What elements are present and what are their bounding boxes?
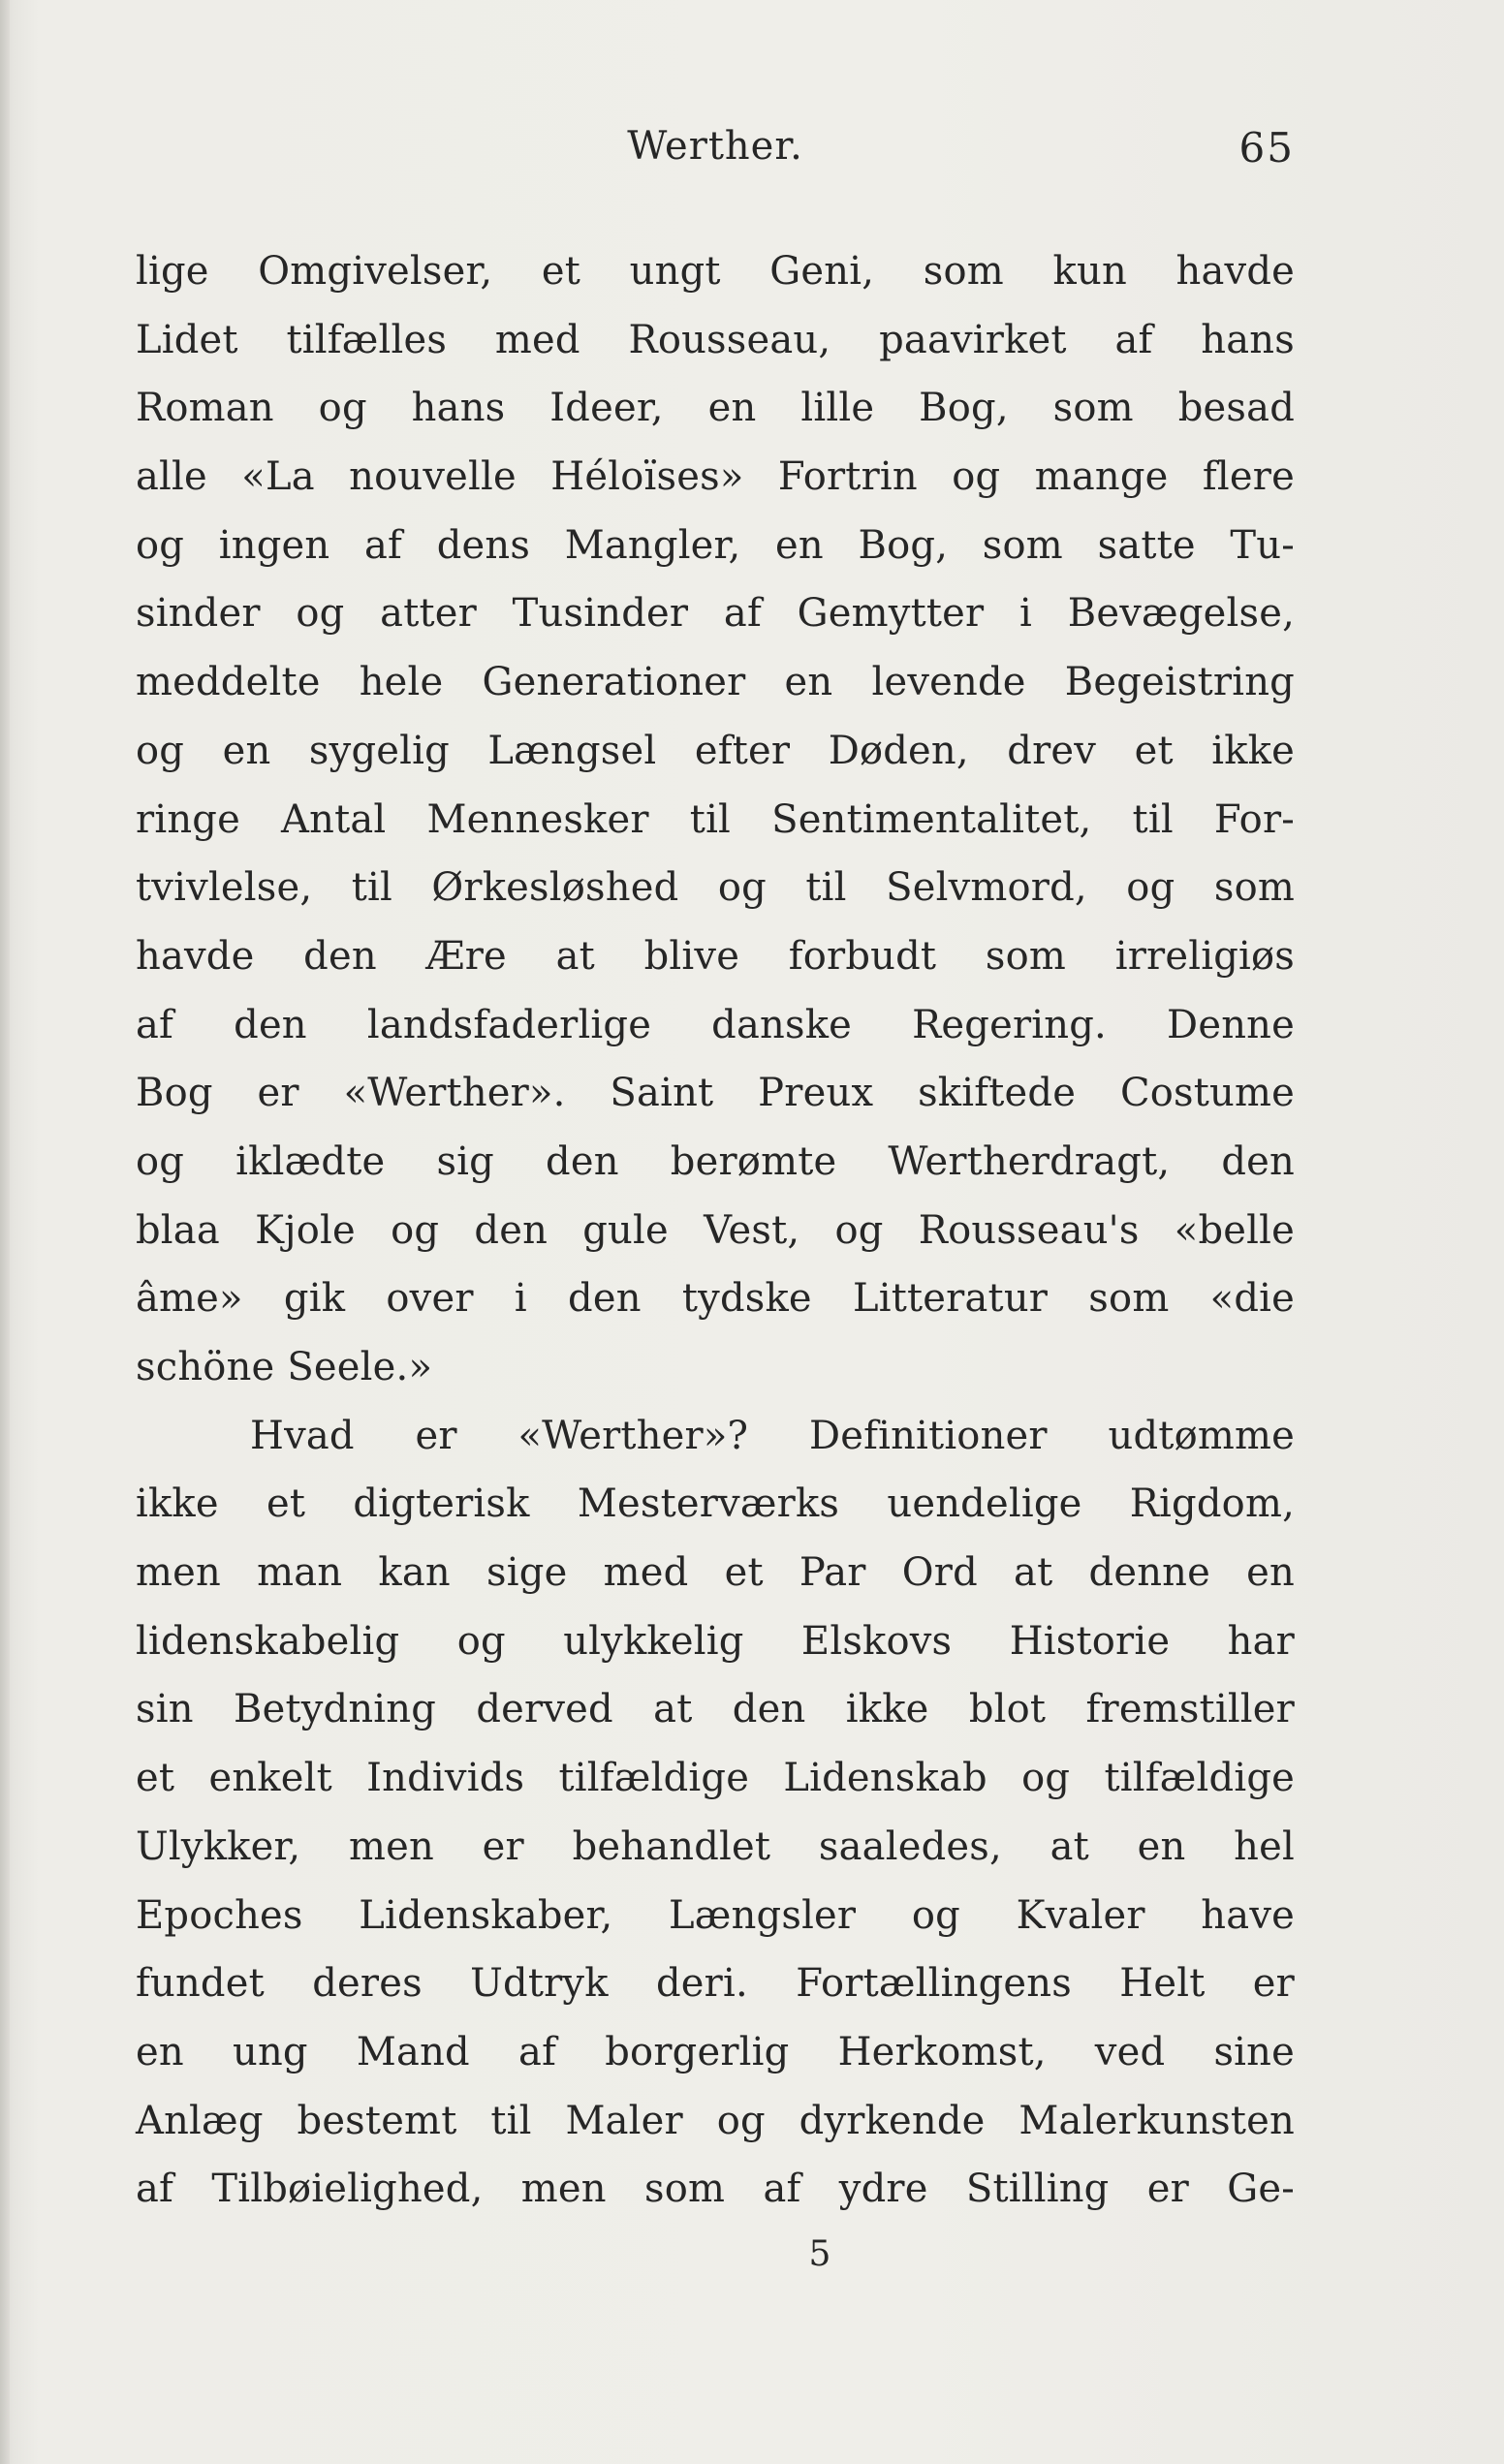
text-line: ikke et digterisk Mesterværks uendelige Rigdom, [136,1482,1295,1527]
page-edge-shadow [0,0,10,2464]
text-line: lidenskabelig og ulykkelig Elskovs Historie har [136,1618,1295,1664]
text-line: sin Betydning derved at den ikke blot fremstiller [136,1687,1295,1732]
text-line: alle «La nouvelle Héloïses» Fortrin og mange flere [136,454,1295,500]
text-line: havde den Ære at blive forbudt som irreligiøs [136,933,1295,979]
text-line: Roman og hans Ideer, en lille Bog, som besad [136,386,1295,431]
text-line: Ulykker, men er behandlet saaledes, at en hel [136,1824,1295,1869]
text-line: af Tilbøielighed, men som af ydre Stilling er Ge- [136,2167,1295,2212]
text-line: lige Omgivelser, et ungt Geni, som kun havde [136,249,1295,294]
text-line: og iklædte sig den berømte Wertherdragt, den [136,1138,1295,1184]
text-line: tvivlelse, til Ørkesløshed og til Selvmord, og som [136,865,1295,911]
text-line: Bog er «Werther». Saint Preux skiftede Costume [136,1071,1295,1116]
running-head [136,124,1295,182]
text-line: âme» gik over i den tydske Litteratur som «die [136,1276,1295,1322]
text-line: fundet deres Udtryk deri. Fortællingens Helt er [136,1961,1295,2007]
text-line: schöne Seele.» [136,1345,433,1389]
text-line: sinder og atter Tusinder af Gemytter i Bevægelse, [136,591,1295,637]
text-line: en ung Mand af borgerlig Herkomst, ved sine [136,2029,1295,2074]
text-line: af den landsfaderlige danske Regering. Denne [136,1002,1295,1047]
signature-mark: 5 [808,2234,831,2274]
text-line: Epoches Lidenskaber, Længsler og Kvaler have [136,1892,1295,1938]
text-line: Anlæg bestemt til Maler og dyrkende Malerkunsten [136,2098,1295,2143]
text-line: Hvad er «Werther»? Definitioner udtømme [250,1413,1295,1458]
body-text [136,237,1295,2224]
text-line: og ingen af dens Mangler, en Bog, som satte Tu- [136,522,1295,568]
text-line: et enkelt Individs tilfældige Lidenskab og tilfældige [136,1756,1295,1801]
page-number: 65 [1238,124,1295,172]
text-line: meddelte hele Generationer en levende Begeistring [136,660,1295,705]
text-line: Lidet tilfælles med Rousseau, paavirket af hans [136,317,1295,362]
text-line: blaa Kjole og den gule Vest, og Rousseau's «belle [136,1207,1295,1253]
text-line: ringe Antal Mennesker til Sentimentalitet, til For- [136,796,1295,842]
text-line: men man kan sige med et Par Ord at denne en [136,1550,1295,1596]
text-line: og en sygelig Længsel efter Døden, drev et ikke [136,728,1295,773]
running-title: Werther. [627,124,803,169]
